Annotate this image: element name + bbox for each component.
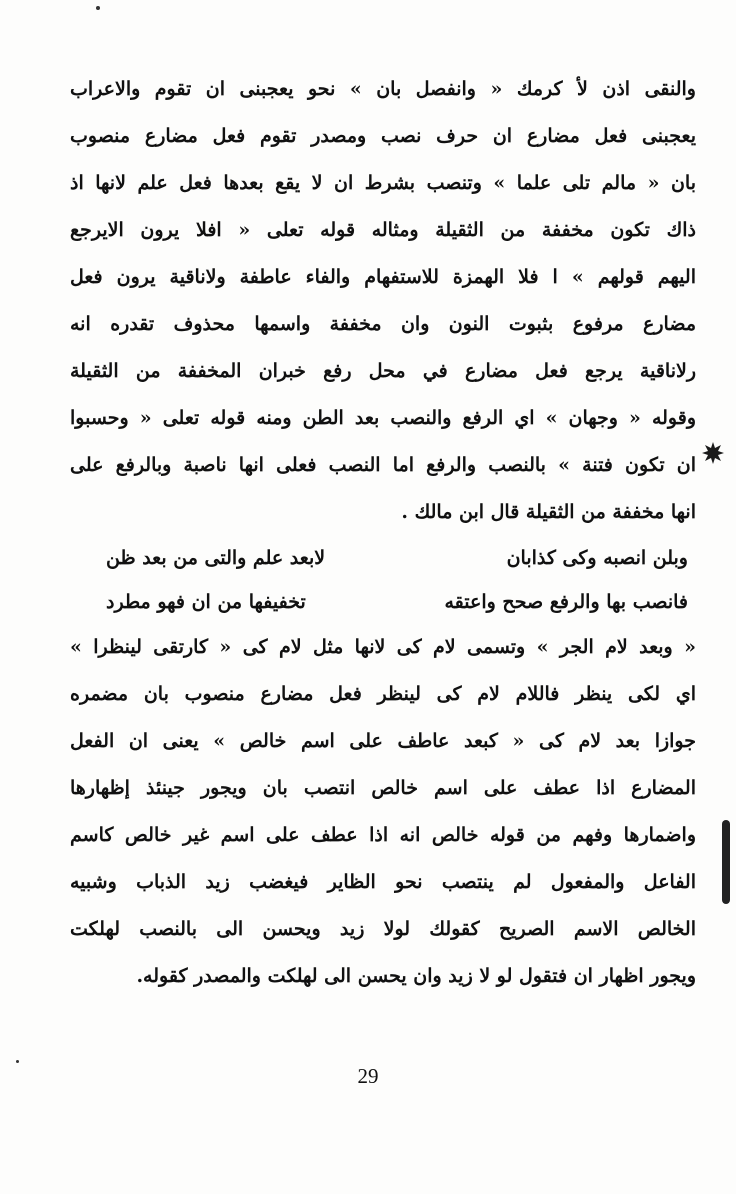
- body-text: [70, 66, 696, 1000]
- text-line: بان « مالم تلى علما » وتنصب بشرط ان لا يقع بعدها فعل علم لانها اذ: [70, 172, 696, 194]
- text-line: يعجبنى فعل مضارع ان حرف نصب ومصدر تقوم فعل مضارع منصوب: [70, 125, 696, 147]
- scan-edge-mark: [722, 820, 730, 904]
- text-line: ويجور اظهار ان فتقول لو لا زيد وان يحسن الى لهلكت والمصدر كقوله.: [136, 965, 696, 987]
- text-line: والنقى اذن لأ كرمك « وانفصل بان » نحو يعجبنى ان تقوم والاعراب: [70, 78, 696, 100]
- text-line: اليهم قولهم » ا فلا الهمزة للاستفهام والفاء عاطفة ولاناقية يرون فعل: [70, 266, 696, 288]
- text-line: « وبعد لام الجر » وتسمى لام كى لانها مثل لام كى « كارتقى لينظرا »: [70, 636, 696, 658]
- verse-hemistich-left: تخفيفها من ان فهو مطرد: [106, 591, 306, 613]
- text-line: الخالص الاسم الصريح كقولك لولا زيد ويحسن الى بالنصب لهلكت: [70, 918, 696, 940]
- verse-line: [70, 580, 696, 624]
- verse-hemistich-left: لابعد علم والتى من بعد ظن: [106, 547, 326, 569]
- text-line: الفاعل والمفعول لم ينتصب نحو الظاير فيغضب زيد الذباب وشبيه: [70, 871, 696, 893]
- text-line: اي لكى ينظر فاللام لام كى لينظر فعل مضارع منصوب بان مضمره: [70, 683, 696, 705]
- text-line: جوازا بعد لام كى « كبعد عاطف على اسم خالص » يعنى ان الفعل: [70, 730, 696, 752]
- verse-hemistich-right: فانصب بها والرفع صحح واعتقه: [444, 591, 688, 613]
- ink-blot-icon: [700, 440, 726, 466]
- text-line: ذاك تكون مخففة من الثقيلة ومثاله قوله تعلى « افلا يرون الايرجع: [70, 219, 696, 241]
- text-line: واضمارها وفهم من قوله خالص انه اذا عطف على اسم غير خالص كاسم: [70, 824, 696, 846]
- text-line: المضارع اذا عطف على اسم خالص انتصب بان ويجور جينئذ إظهارها: [70, 777, 696, 799]
- verse-hemistich-right: وبلن انصبه وكى كذابان: [506, 547, 688, 569]
- verse-line: [70, 536, 696, 580]
- scan-speck: [16, 1060, 19, 1063]
- text-line: مضارع مرفوع بثبوت النون وان مخففة واسمها محذوف تقدره انه: [70, 313, 696, 335]
- text-line: انها مخففة من الثقيلة قال ابن مالك .: [401, 501, 696, 523]
- text-line: ان تكون فتنة » بالنصب والرفع اما النصب فعلى انها ناصبة وبالرفع على: [70, 454, 696, 476]
- text-line: وقوله « وجهان » اي الرفع والنصب بعد الطن ومنه قوله تعلى « وحسبوا: [70, 407, 696, 429]
- text-line: رلاناقية يرجع فعل مضارع في محل رفع خبران المخففة من الثقيلة: [70, 360, 696, 382]
- page-number: 29: [357, 1064, 379, 1088]
- scan-speck: [96, 6, 100, 10]
